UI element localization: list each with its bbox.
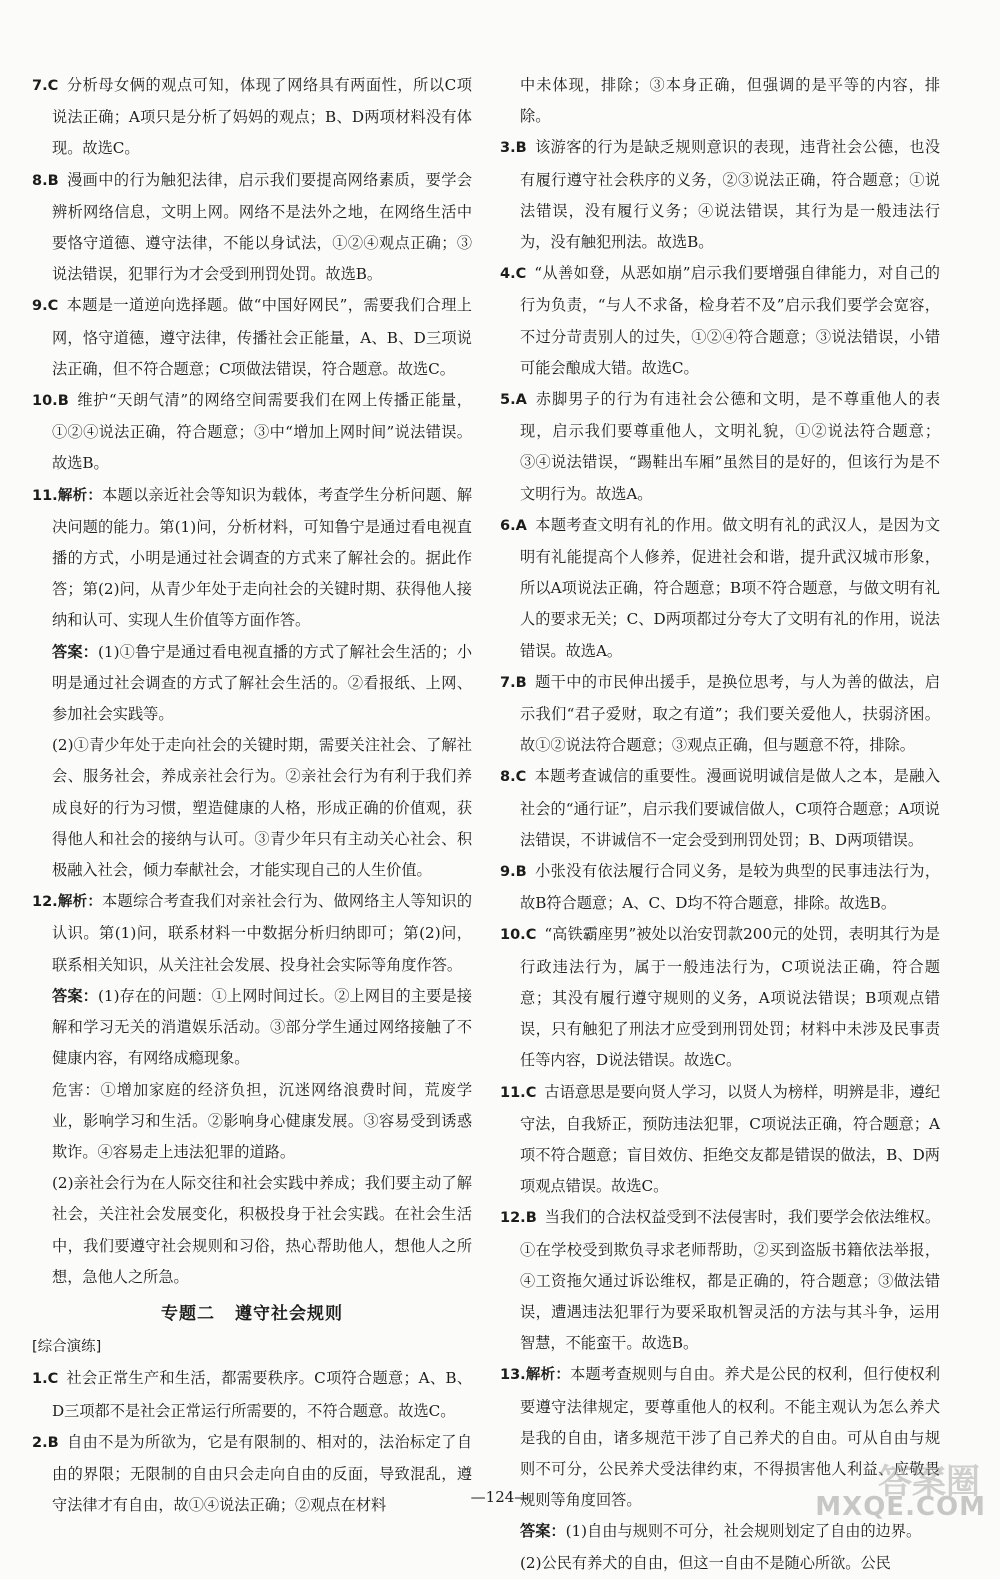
- answer-item: [500, 258, 940, 384]
- answer-item: [32, 1427, 472, 1522]
- item-choice: C: [47, 78, 59, 94]
- item-choice: B: [525, 1210, 537, 1227]
- continued-text: 中未体现，排除；③本身正确，但强调的是平等的内容，排除。: [520, 76, 940, 126]
- item-number: 10.: [32, 393, 58, 410]
- item-choice: A: [515, 517, 527, 534]
- item-choice: B: [515, 140, 527, 157]
- answer-block: [32, 1168, 472, 1293]
- answer-item: [32, 480, 472, 637]
- item-choice: C: [47, 298, 59, 315]
- answer-text: (2)①青少年处于走向社会的关键时期，需要关注社会、了解社会、服务社会，养成亲社会行为。②亲社会行为有利于我们养成良好的行为习惯，塑造健康的人格，形成正确的价值观，获得他人和社会的接纳与认可。③青少年只有主动关心社会、积极融入社会，倾力奉献社会，才能实现自己的人生价值。: [52, 736, 472, 880]
- answer-block: [500, 1548, 940, 1579]
- answer-text: (2)公民有养犬的自由，但这一自由不是随心所欲。公民: [520, 1553, 891, 1572]
- item-explanation: 本题考查诚信的重要性。漫画说明诚信是做人之本，是融入社会的“通行证”，启示我们要诚信做人，C项符合题意；A项说法错误，不讲诚信不一定会受到刑罚处罚；B、D两项错误。: [520, 767, 940, 849]
- item-choice: B: [57, 393, 69, 410]
- item-number: 8.: [500, 769, 516, 786]
- watermark-logo: [815, 1454, 986, 1524]
- item-number: 8.: [32, 172, 48, 189]
- section-title: [32, 1299, 472, 1330]
- answer-text: (2)亲社会行为在人际交往和社会实践中养成；我们要主动了解社会，关注社会发展变化，积极投身于社会实践。在社会生活中，我们要遵守社会规则和习俗，热心帮助他人，想他人之所想，急他人之所急。: [52, 1174, 472, 1286]
- answer-item: [500, 384, 940, 510]
- item-explanation: 维护“天朗气清”的网络空间需要我们在网上传播正能量，①②④说法正确，符合题意；③中“增加上网时间”说法错误。故选B。: [52, 391, 472, 473]
- analysis-label: 解析：: [57, 487, 103, 504]
- item-choice: A: [515, 392, 527, 409]
- answer-item: [32, 1363, 472, 1426]
- answer-block: [32, 981, 472, 1075]
- left-column: [32, 70, 472, 1521]
- answer-item: [32, 290, 472, 385]
- item-number: 12.: [32, 894, 58, 911]
- answer-item: [500, 510, 940, 667]
- item-explanation: 本题以亲近社会等知识为载体，考查学生分析问题、解决问题的能力。第(1)问，分析材料，可知鲁宁是通过看电视直播的方式，小明是通过社会调查的方式来了解社会的。据此作答；第(2)问，从青少年处于走向社会的关键时期、获得他人接纳和认可、实现人生价值等方面作答。: [52, 485, 473, 630]
- answer-text: 危害：①增加家庭的经济负担，沉迷网络浪费时间，荒废学业，影响学习和生活。②影响身心健康发展。③容易受到诱惑欺诈。④容易走上违法犯罪的道路。: [52, 1080, 472, 1161]
- item-number: 1.: [32, 1371, 48, 1388]
- answer-text: (1)自由与规则不可分，社会规则划定了自由的边界。: [565, 1522, 922, 1541]
- item-choice: C: [525, 927, 537, 944]
- item-number: 2.: [32, 1434, 48, 1451]
- item-choice: B: [47, 1434, 59, 1451]
- item-number: 6.: [500, 517, 516, 534]
- item-explanation: 赤脚男子的行为有违社会公德和文明，是不尊重他人的表现，启示我们要尊重他人，文明礼貌，①②说法符合题意；③④说法错误，“踢鞋出车厢”虽然目的是好的，但该行为是不文明行为。故选A。: [520, 390, 940, 503]
- subsection-label: [综合演练]: [32, 1339, 102, 1356]
- right-column: [500, 70, 940, 1579]
- item-number: 3.: [500, 140, 516, 157]
- answer-item: [32, 886, 472, 981]
- item-choice: C: [515, 769, 527, 786]
- item-explanation: 本题综合考查我们对亲社会行为、做网络主人等知识的认识。第(1)问，联系材料一中数据分析归纳即可；第(2)问，联系相关知识，从关注社会发展、投身社会实际等角度作答。: [52, 892, 473, 974]
- item-choice: C: [47, 1371, 59, 1388]
- answer-block: [32, 1075, 472, 1169]
- section-number: 专题二: [161, 1303, 215, 1324]
- answer-item: [32, 70, 472, 165]
- answer-item: [500, 1202, 940, 1359]
- item-explanation: 漫画中的行为触犯法律，启示我们要提高网络素质，要学会辨析网络信息，文明上网。网络不是法外之地，在网络生活中要恪守道德、遵守法律，不能以身试法，①②④观点正确；③说法错误，犯罪行为才会受到刑罚处罚。故选B。: [52, 170, 472, 284]
- answer-item: [500, 761, 940, 856]
- answer-item: [500, 1077, 940, 1203]
- answer-text: (1)存在的问题：①上网时间过长。②上网目的主要是接解和学习无关的消遣娱乐活动。③部分学生通过网络接触了不健康内容，有网络成瘾现象。: [52, 986, 473, 1068]
- item-number: 7.: [32, 78, 48, 94]
- answer-block: [32, 730, 472, 886]
- answer-label: 答案：: [52, 642, 98, 661]
- item-number: 11.: [32, 487, 58, 504]
- item-number: 11.: [500, 1084, 526, 1101]
- item-explanation: “高铁霸座男”被处以治安罚款200元的处罚，表明其行为是行政违法行为，属于一般违法行为，C项说法正确，符合题意；其没有履行遵守规则的义务，A项说法错误；B项观点错误，只有触犯了刑法才应受到刑罚处罚；材料中未涉及民事责任等内容，D说法错误。故选C。: [520, 925, 940, 1070]
- page-number: —124—: [470, 1488, 530, 1506]
- answer-text: (1)①鲁宁是通过看电视直播的方式了解社会生活的；小明是通过社会调查的方式了解社会生活的。②看报纸、上网、参加社会实践等。: [52, 642, 473, 724]
- answer-item: [500, 919, 940, 1076]
- item-number: 5.: [500, 392, 516, 409]
- answer-item: [32, 385, 472, 480]
- item-choice: B: [515, 864, 527, 881]
- item-number: 9.: [500, 864, 516, 881]
- item-choice: C: [515, 266, 527, 283]
- section-name: 遵守社会规则: [235, 1303, 343, 1324]
- item-number: 4.: [500, 266, 516, 283]
- item-explanation: 社会正常生产和生活，都需要秩序。C项符合题意；A、B、D三项都不是社会正常运行所需要的，不符合题意。故选C。: [52, 1369, 472, 1420]
- answer-block: [32, 637, 472, 731]
- item-explanation: 题干中的市民伸出援手，是换位思考，与人为善的做法，启示我们“君子爱财，取之有道”；我们要关爱他人，扶弱济困。故①②说法符合题意；③观点正确，但与题意不符，排除。: [520, 672, 940, 755]
- item-choice: B: [47, 172, 59, 189]
- analysis-label: 解析：: [525, 1367, 571, 1384]
- item-explanation: 自由不是为所欲为，它是有限制的、相对的，法治标定了自由的界限；无限制的自由只会走向自由的反面，导致混乱，遵守法律才有自由，故①④说法正确；②观点在材料: [52, 1432, 472, 1515]
- item-explanation: 古语意思是要向贤人学习，以贤人为榜样，明辨是非，遵纪守法，自我矫正，预防违法犯罪，C项说法正确，符合题意；A项不符合题意；盲目效仿、拒绝交友都是错误的做法，B、D两项观点错误。故选C。: [520, 1082, 940, 1196]
- analysis-label: 解析：: [57, 894, 103, 911]
- item-number: 7.: [500, 674, 516, 691]
- answer-label: 答案：: [520, 1522, 566, 1541]
- item-explanation: 分析母女俩的观点可知，体现了网络具有两面性，所以C项说法正确；A项只是分析了妈妈的观点；B、D两项材料没有体现。故选C。: [52, 76, 472, 158]
- item-explanation: “从善如登，从恶如崩”启示我们要增强自律能力，对自己的行为负责，“与人不求备，检身若不及”启示我们要学会宽容，不过分苛责别人的过失，①②④符合题意；③说法错误，小错可能会酿成大错。故选C。: [520, 264, 940, 377]
- answer-item: [500, 132, 940, 258]
- item-explanation: 当我们的合法权益受到不法侵害时，我们要学会依法维权。①在学校受到欺负寻求老师帮助，②买到盗版书籍依法举报，④工资拖欠通过诉讼维权，都是正确的，符合题意；③做法错误，遭遇违法犯罪行为要采取机智灵活的方法与其斗争，运用智慧，不能蛮干。故选B。: [520, 1208, 940, 1353]
- item-explanation: 小张没有依法履行合同义务，是较为典型的民事违法行为，故B符合题意；A、C、D均不符合题意，排除。故选B。: [520, 862, 940, 913]
- item-explanation: 本题考查文明有礼的作用。做文明有礼的武汉人，是因为文明有礼能提高个人修养，促进社会和谐，提升武汉城市形象，所以A项说法正确，符合题意；B项不符合题意，与做文明有礼人的要求无关；C、D两项都过分夸大了文明有礼的作用，说法错误。故选A。: [520, 515, 940, 660]
- answer-item: [32, 165, 472, 291]
- item-explanation: 本题是一道逆向选择题。做“中国好网民”，需要我们合理上网，恪守道德，遵守法律，传播社会正能量，A、B、D三项说法正确，但不符合题意；C项做法错误，符合题意。故选C。: [52, 296, 472, 378]
- item-explanation: 该游客的行为是缺乏规则意识的表现，违背社会公德，也没有履行遵守社会秩序的义务，②③说法正确，符合题意；①说法错误，没有履行义务；④说法错误，其行为是一般违法行为，没有触犯刑法。故选B。: [520, 138, 940, 252]
- item-number: 9.: [32, 298, 48, 315]
- answer-label: 答案：: [52, 986, 98, 1005]
- item-explanation: 本题考查规则与自由。养犬是公民的权利，但行使权利要遵守法律规定，要尊重他人的权利。不能主观认为怎么养犬是我的自由，诸多规范干涉了自己养犬的自由。可从自由与规则不可分，公民养犬受法律约束，不得损害他人利益、应敬畏规则等角度回答。: [520, 1365, 941, 1510]
- answer-item: [500, 667, 940, 762]
- answer-item: [500, 856, 940, 919]
- item-number: 10.: [500, 927, 526, 944]
- item-choice: C: [525, 1084, 537, 1101]
- watermark-logo-text: 答案圈: [878, 1462, 980, 1502]
- item-number: 13.: [500, 1367, 526, 1384]
- item-number: 12.: [500, 1210, 526, 1227]
- item-choice: B: [515, 674, 527, 691]
- watermark-site-text: MXQE.COM: [815, 1492, 986, 1522]
